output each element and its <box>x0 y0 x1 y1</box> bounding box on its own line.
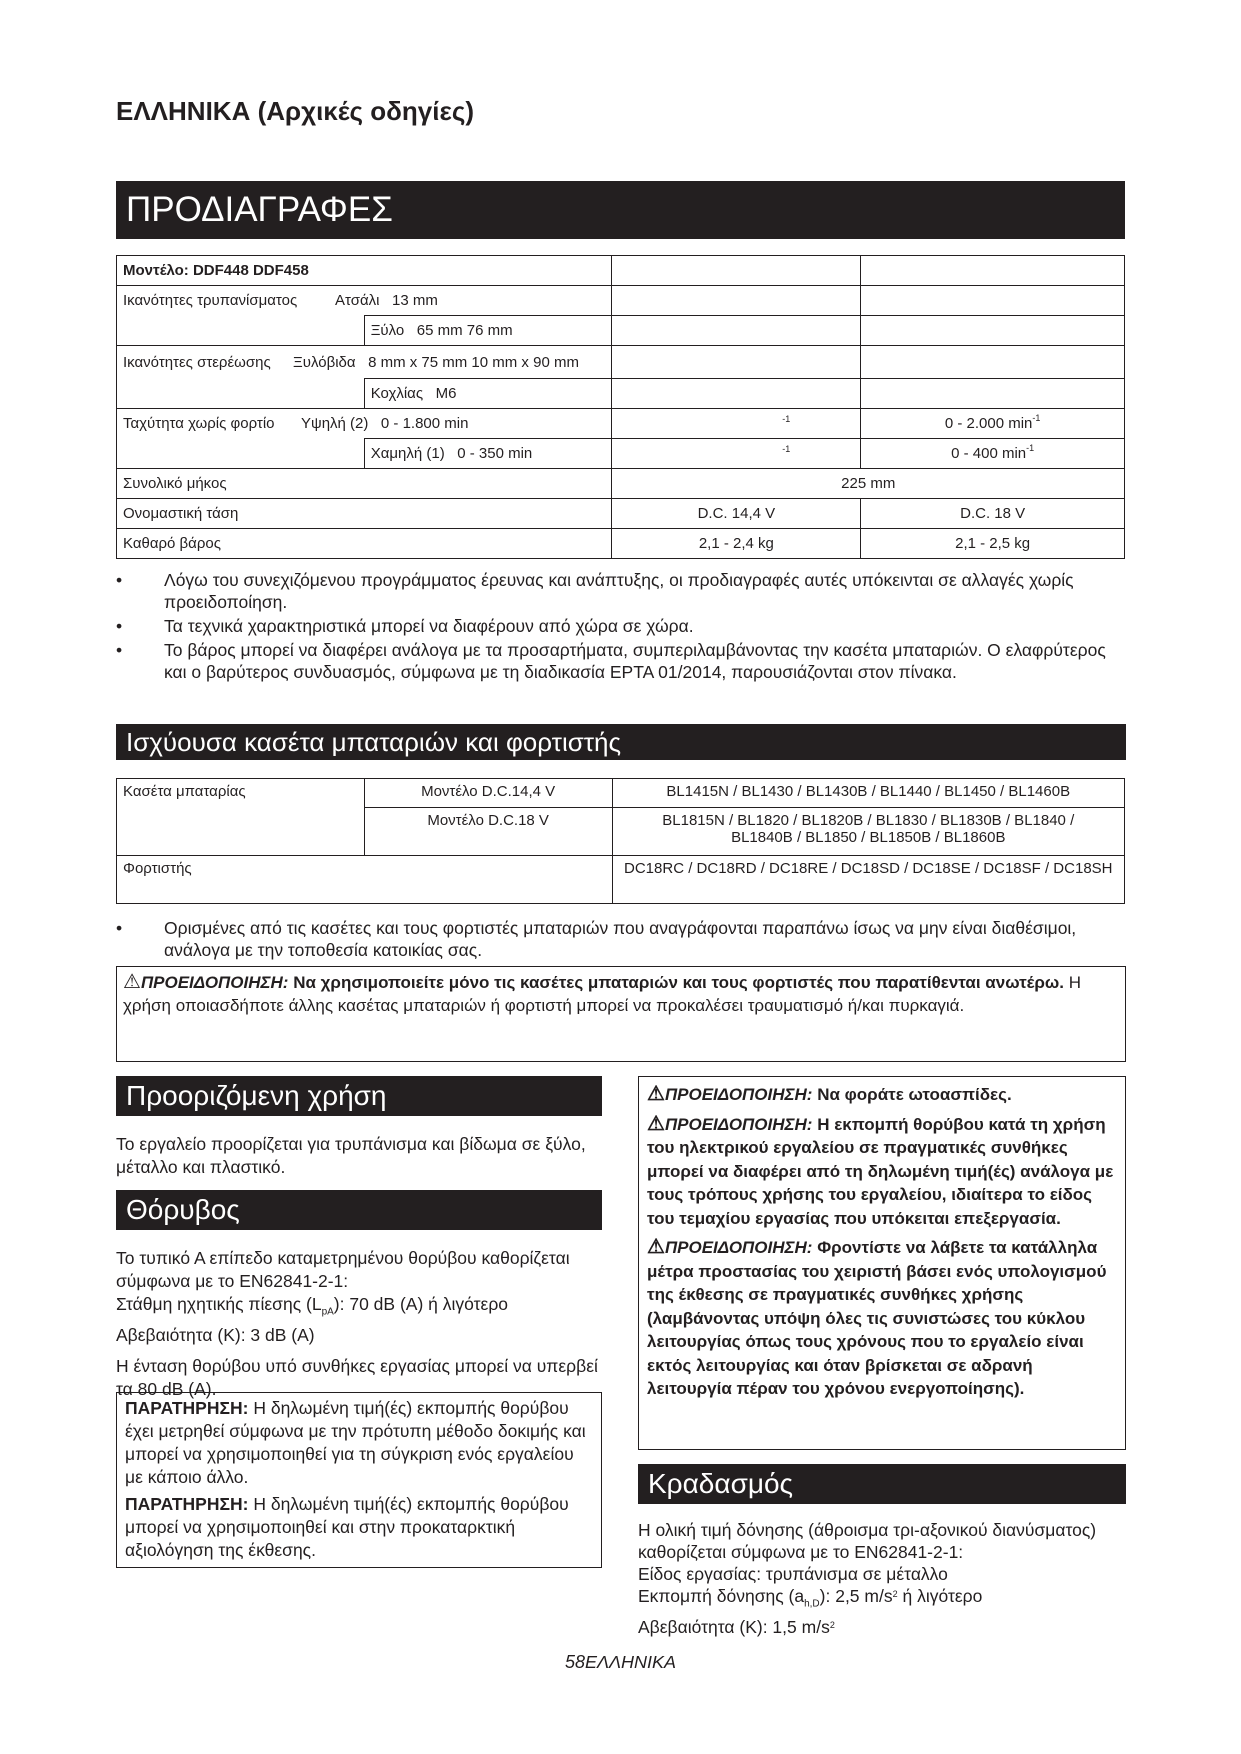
warning-icon: ⚠ <box>647 1083 665 1105</box>
noise-text-2: Η ένταση θορύβου υπό συνθήκες εργασίας μπορεί να υπερβεί τα 80 dB (A). <box>116 1355 598 1399</box>
vibration-text: Η ολική τιμή δόνησης (άθροισμα τρι-αξονικού διανύσματος) καθορίζεται σύμφωνα με το EN62841-2-1: <box>638 1520 1097 1562</box>
charger-label: Φορτιστής <box>117 856 613 904</box>
spec-notes <box>116 569 1126 685</box>
battery-model-18: Μοντέλο D.C.18 V <box>364 808 612 856</box>
spec-speed-high: Υψηλή (2) <box>301 415 369 432</box>
battery-section-title: Ισχύουσα κασέτα μπαταριών και φορτιστής <box>116 724 1126 760</box>
specifications-title: ΠΡΟΔΙΑΓΡΑΦΕΣ <box>116 181 1125 239</box>
intended-use-text: Το εργαλείο προορίζεται για τρυπάνισμα και βίδωμα σε ξύλο, μέταλλο και πλαστικό. <box>116 1134 586 1177</box>
spec-wood-screw-value: 8 mm x 75 mm 10 mm x 90 mm <box>368 354 579 371</box>
spec-voltage-b: D.C. 18 V <box>861 499 1125 529</box>
spec-drilling-steel-value: 13 mm <box>392 292 438 309</box>
noise-block <box>116 1247 602 1401</box>
spec-weight-b: 2,1 - 2,5 kg <box>861 529 1125 559</box>
battery-warning-bold: Να χρησιμοποιείτε μόνο τις κασέτες μπαταριών και τους φορτιστές που παρατίθενται ανωτέρω. <box>293 973 1064 992</box>
specifications-table <box>116 255 1125 559</box>
noise-note-1: ΠΑΡΑΤΗΡΗΣΗ: Η δηλωμένη τιμή(ές) εκπομπής θορύβου έχει μετρηθεί σύμφωνα με την πρότυπη μέθοδο δοκιμής και μπορεί να χρησιμοποιηθεί για τη σύγκριση ενός εργαλείου με κάποιο άλλο. <box>125 1398 586 1487</box>
spec-voltage-label: Ονομαστική τάση <box>117 499 612 529</box>
spec-speed-low-value-b: 0 - 400 min <box>951 445 1027 462</box>
page-footer: 58ΕΛΛΗΝΙΚΑ <box>564 1652 677 1672</box>
battery-cartridge-label: Κασέτα μπαταρίας <box>117 779 365 856</box>
spec-note: • Τα τεχνικά χαρακτηριστικά μπορεί να διαφέρουν από χώρα σε χώρα. <box>116 615 1126 637</box>
spec-drilling-label: Ικανότητες τρυπανίσματος <box>123 292 298 309</box>
battery-note: • Ορισμένες από τις κασέτες και τους φορτιστές μπαταριών που αναγράφονται παραπάνω ίσως να μην είναι διαθέσιμοι, ανάλογα με την τοποθεσία κατοικίας σας. <box>116 917 1126 961</box>
spec-speed-high-unit-a: -1 <box>782 414 791 424</box>
spec-speed-low-unit-b: -1 <box>1026 443 1035 453</box>
spec-length-label: Συνολικό μήκος <box>117 469 612 499</box>
battery-model-18-list: BL1815N / BL1820 / BL1820B / BL1830 / BL1830B / BL1840 / BL1840B / BL1850 / BL1850B / BL1860B <box>612 808 1124 856</box>
battery-model-144: Μοντέλο D.C.14,4 V <box>364 779 612 808</box>
spec-speed-high-value-b: 0 - 2.000 min <box>944 415 1033 432</box>
spec-weight-a: 2,1 - 2,4 kg <box>612 529 861 559</box>
warning-icon: ⚠ <box>647 1236 665 1258</box>
vibration-title: Κραδασμός <box>638 1464 1126 1504</box>
noise-warning-box <box>638 1076 1126 1450</box>
spec-voltage-a: D.C. 14,4 V <box>612 499 861 529</box>
vibration-emission: Εκπομπή δόνησης $(a_{h,D})$: 2,5 $m/s^2$ ή λιγότερο <box>638 1586 983 1610</box>
spec-bolt-value: M6 <box>435 385 457 402</box>
vibration-block <box>638 1519 1126 1638</box>
spec-note: • Λόγω του συνεχιζόμενου προγράμματος έρευνας και ανάπτυξης, οι προδιαγραφές αυτές υπόκεινται σε αλλαγές χωρίς προειδοποίηση. <box>116 569 1126 613</box>
charger-list: DC18RC / DC18RD / DC18RE / DC18SD / DC18SE / DC18SF / DC18SH <box>612 856 1124 904</box>
noise-warning-3: ⚠ΠΡΟΕΙΔΟΠΟΙΗΣΗ: Φροντίστε να λάβετε τα κατάλληλα μέτρα προστασίας του χειριστή βάσει ενός υπολογισμού της έκθεσης σε πραγματικές συνθήκες χρήσης (λαμβάνοντας υπόψη όλες τις συνιστώσες του κύκλου λειτουργίας όπως τους χρόνους που το εργαλείο είναι εκτός λειτουργίας και όταν βρίσκεται σε αδρανή λειτουργία πέραν του χρόνου ενεργοποίησης). <box>647 1236 1107 1398</box>
warning-label: ΠΡΟΕΙΔΟΠΟΙΗΣΗ: <box>140 973 289 992</box>
spec-bolt: Κοχλίας <box>370 385 424 402</box>
spec-speed-low-value-a: 0 - 350 min <box>457 445 533 462</box>
spec-fastening-label: Ικανότητες στερέωσης <box>123 353 271 371</box>
spec-drilling-steel: Ατσάλι <box>335 292 380 309</box>
noise-text: Το τυπικό Α επίπεδο καταμετρημένου θορύβου καθορίζεται σύμφωνα με το EN62841-2-1: <box>116 1248 570 1291</box>
spec-speed-high-value-a: 0 - 1.800 min <box>380 415 469 432</box>
noise-warning-2: ⚠ΠΡΟΕΙΔΟΠΟΙΗΣΗ: Η εκπομπή θορύβου κατά τη χρήση του ηλεκτρικού εργαλείου σε πραγματικές συνθήκες μπορεί να διαφέρει από τη δηλωμένη τιμή(ές) ανάλογα με τους τρόπους χρήσης του εργαλείου, ιδιαίτερα το είδος του τεμαχίου εργασίας που υπόκειται επεξεργασία. <box>647 1112 1114 1228</box>
vibration-uncertainty: Αβεβαιότητα (K): 1,5 $m/s^2$ <box>638 1616 835 1637</box>
battery-table <box>116 778 1125 904</box>
noise-note-box <box>116 1392 602 1568</box>
spec-drilling-wood-value: 65 mm 76 mm <box>416 322 513 339</box>
intended-use-title: Προοριζόμενη χρήση <box>116 1076 602 1116</box>
spec-speed-high-unit-b: -1 <box>1032 413 1041 423</box>
noise-title: Θόρυβος <box>116 1190 602 1230</box>
spec-wood-screw: Ξυλόβιδα <box>293 354 356 371</box>
spec-drilling-wood: Ξύλο <box>370 322 405 339</box>
battery-warning-box <box>116 966 1126 1062</box>
battery-model-144-list: BL1415N / BL1430 / BL1430B / BL1440 / BL1450 / BL1460B <box>612 779 1124 808</box>
battery-warning-text: Η χρήση οποιασδήποτε άλλης κασέτας μπαταριών ή φορτιστή μπορεί να προκαλέσει τραυματισμό ή/και πυρκαγιά. <box>123 973 1081 1015</box>
spec-weight-label: Καθαρό βάρος <box>117 529 612 559</box>
spec-speed-label: Ταχύτητα χωρίς φορτίο <box>123 415 275 432</box>
noise-uncertainty: Αβεβαιότητα (K): 3 dB (A) <box>116 1324 315 1345</box>
spec-speed-low-unit-a: -1 <box>782 444 791 454</box>
battery-notes <box>116 917 1126 963</box>
warning-icon: ⚠ <box>123 971 141 993</box>
noise-note-2: ΠΑΡΑΤΗΡΗΣΗ: Η δηλωμένη τιμή(ές) εκπομπής θορύβου μπορεί να χρησιμοποιηθεί και στην προκαταρκτική αξιολόγηση της έκθεσης. <box>125 1494 569 1560</box>
page-heading: ΕΛΛΗΝΙΚΑ (Αρχικές οδηγίες) <box>116 96 474 126</box>
noise-warning-1: ⚠ΠΡΟΕΙΔΟΠΟΙΗΣΗ: Να φοράτε ωτοασπίδες. <box>647 1083 1012 1105</box>
spec-model: Μοντέλο: DDF448 DDF458 <box>117 256 612 286</box>
warning-icon: ⚠ <box>647 1112 665 1135</box>
spec-length-value: 225 mm <box>612 469 1125 499</box>
spec-speed-low: Χαμηλή (1) <box>370 445 445 462</box>
spec-note: • Το βάρος μπορεί να διαφέρει ανάλογα με τα προσαρτήματα, συμπεριλαμβάνοντας την κασέτα μπαταριών. Ο ελαφρύτερος και ο βαρύτερος συνδυασμός, σύμφωνα με τη διαδικασία EPTA 01/2014, παρουσιάζονται στον πίνακα. <box>116 639 1126 683</box>
vibration-mode: Είδος εργασίας: τρυπάνισμα σε μέταλλο <box>638 1564 948 1584</box>
noise-spl: Στάθμη ηχητικής πίεσης $(L_{pA})$: 70 dB (A) ή λιγότερο <box>116 1294 509 1318</box>
